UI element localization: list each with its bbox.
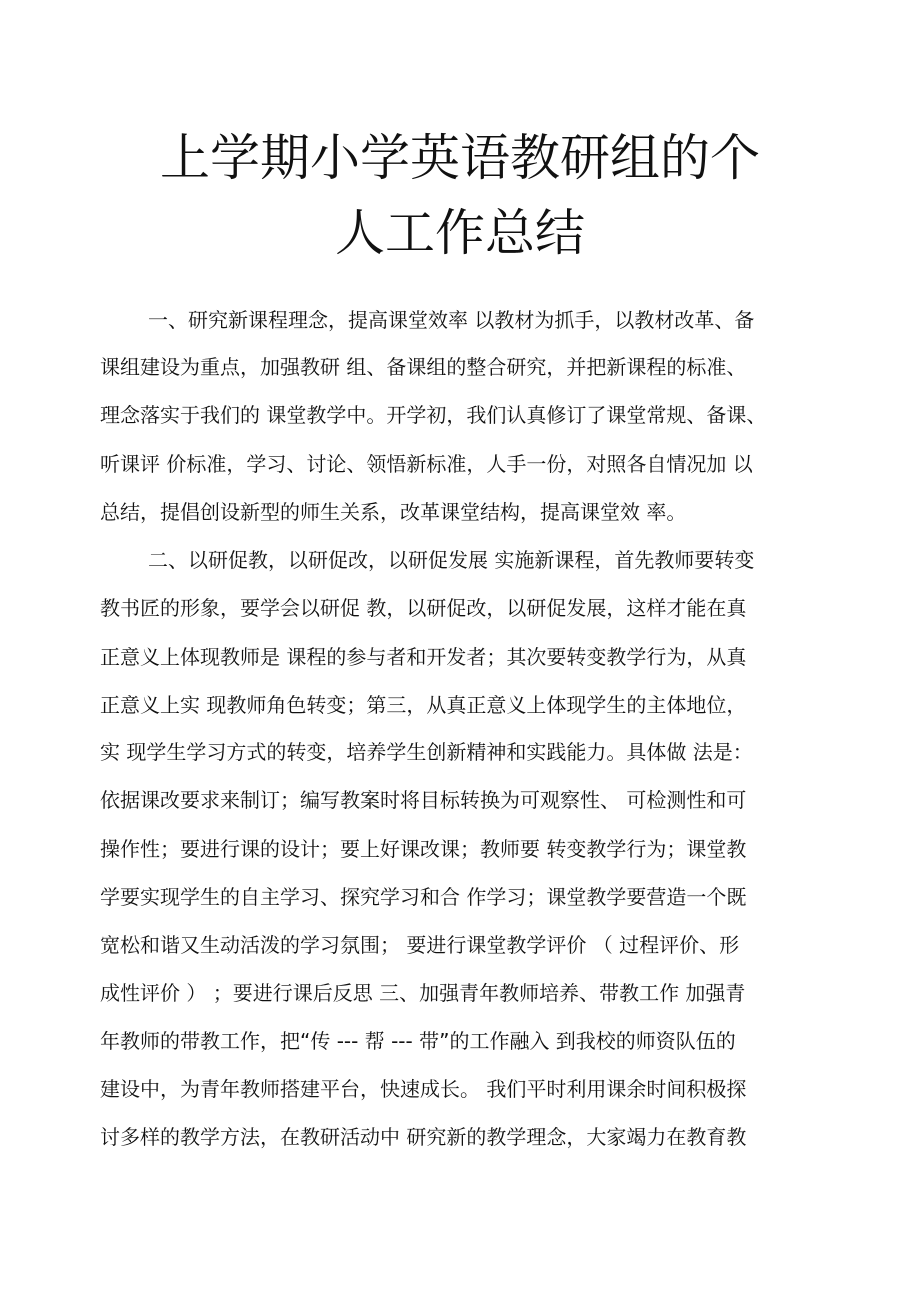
body-text-line: 学要实现学生的自主学习、探究学习和合 作学习；课堂教学要营造一个既 xyxy=(100,885,747,909)
body-text-line: 实 现学生学习方式的转变，培养学生创新精神和实践能力。具体做 法是： xyxy=(100,740,753,764)
body-text-line: 一、研究新课程理念，提高课堂效率 以教材为抓手，以教材改革、备 xyxy=(148,308,755,332)
body-text-line: 依据课改要求来制订；编写教案时将目标转换为可观察性、 可检测性和可 xyxy=(100,788,747,812)
body-text-line: 建设中，为青年教师搭建平台，快速成长。 我们平时利用课余时间积极探 xyxy=(100,1077,747,1101)
body-text-line: 课组建设为重点，加强教研 组、备课组的整合研究，并把新课程的标准、 xyxy=(100,355,747,379)
document-title-line-1: 上学期小学英语教研组的个 xyxy=(160,129,760,187)
body-text-line: 理念落实于我们的 课堂教学中。开学初，我们认真修订了课堂常规、备课、 xyxy=(100,403,767,427)
body-text-line: 教书匠的形象，要学会以研促 教，以研促改，以研促发展，这样才能在真 xyxy=(100,596,747,620)
body-text-line: 操作性；要进行课的设计；要上好课改课；教师要 转变教学行为；课堂教 xyxy=(100,837,747,861)
body-text-line: 年教师的带教工作，把“传 --- 帮 --- 带”的工作融入 到我校的师资队伍的 xyxy=(100,1029,736,1053)
body-text-line: 成性评价 ） ；要进行课后反思 三、加强青年教师培养、带教工作 加强青 xyxy=(100,981,746,1005)
body-text-line: 正意义上实 现教师角色转变；第三，从真正意义上体现学生的主体地位， xyxy=(100,693,747,717)
body-text-line: 正意义上体现教师是 课程的参与者和开发者；其次要转变教学行为，从真 xyxy=(100,645,747,669)
body-text-line: 二、以研促教，以研促改，以研促发展 实施新课程，首先教师要转变 xyxy=(148,548,755,572)
body-text-line: 宽松和谐又生动活泼的学习氛围； 要进行课堂教学评价 （ 过程评价、形 xyxy=(100,933,740,957)
body-text-line: 总结，提倡创设新型的师生关系，改革课堂结构，提高课堂效 率。 xyxy=(100,500,687,524)
body-text-line: 听课评 价标准，学习、讨论、领悟新标准，人手一份，对照各自情况加 以 xyxy=(100,452,753,476)
document-title-line-2: 人工作总结 xyxy=(335,204,585,262)
body-text-line: 讨多样的教学方法，在教研活动中 研究新的教学理念，大家竭力在教育教 xyxy=(100,1125,747,1149)
